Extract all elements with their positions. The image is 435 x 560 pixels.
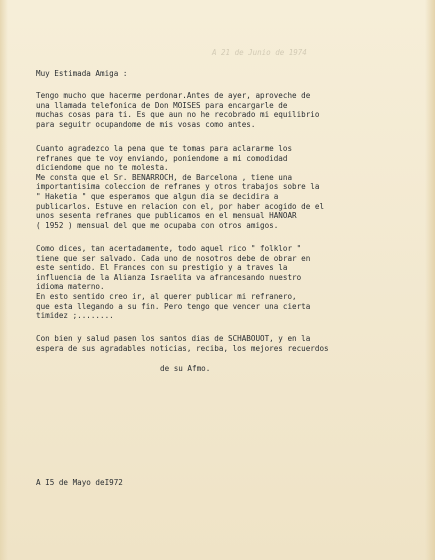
text-line: Con bien y salud pasen los santos dias de SCHABOUOT, y en la — [36, 334, 311, 343]
text-line: tiene que ser salvado. Cada uno de nosotros debe de obrar en — [36, 253, 311, 263]
text-line: timidez ;........ — [36, 311, 114, 321]
signature-closing: de su Afmo. — [160, 364, 211, 373]
text-line: espera de sus agradables noticias, reciba, los mejores recuerdos — [36, 343, 329, 353]
text-line: Me consta que el Sr. BENARROCH, de Barcelona , tiene una — [36, 172, 293, 182]
text-line: En esto sentido creo ir, al querer publicar mi refranero, — [36, 291, 297, 301]
text-line: " Haketia " que esperamos que algun dia se decidira a — [36, 191, 279, 201]
paragraph-1 — [36, 91, 428, 129]
text-line: este sentido. El Frances con su prestigio y a traves la — [36, 263, 288, 273]
paragraph-4 — [36, 334, 428, 353]
paragraph-3 — [36, 244, 428, 321]
text-line: importantisima coleccion de refranes y otros trabajos sobre la — [36, 182, 320, 192]
text-line: diciendome que no te molesta. — [36, 163, 169, 173]
text-line: muchas cosas para ti. Es que aun no he recobrado mi equilibrio — [36, 110, 320, 120]
text-line: Tengo mucho que hacerme perdonar.Antes de ayer, aproveche de — [36, 91, 311, 100]
letter-date: A I5 de Mayo deI972 — [36, 478, 123, 487]
faint-show-through-date: A 21 de Junio de 1974 — [212, 48, 307, 57]
text-line: influencia de la Alianza Israelita va afrancesando nuestro — [36, 272, 302, 282]
salutation: Muy Estimada Amiga : — [36, 69, 128, 78]
text-line: idioma materno. — [36, 282, 105, 292]
text-line: refranes que te voy enviando, poniendome a mi comodidad — [36, 153, 288, 163]
text-line: publicarlos. Estuve en relacion con el, por haber acogido de el — [36, 201, 325, 211]
text-line: una llamada telefonica de Don MOISES para encargarle de — [36, 100, 288, 110]
text-line: Como dices, tan acertadamente, todo aquel rico " folklor " — [36, 244, 302, 253]
paper-left-edge — [0, 0, 8, 560]
text-line: para seguitr ocupandome de mis vosas como antes. — [36, 119, 256, 129]
paragraph-2 — [36, 144, 428, 230]
text-line: Cuanto agradezco la pena que te tomas para aclararme los — [36, 144, 293, 153]
text-line: unos sesenta refranes que publicamos en el mensual HANOAR — [36, 211, 297, 221]
text-line: que esta llegando a su fin. Pero tengo que vencer una cierta — [36, 301, 311, 311]
text-line: ( 1952 ) mensual del que me ocupaba con otros amigos. — [36, 220, 279, 230]
